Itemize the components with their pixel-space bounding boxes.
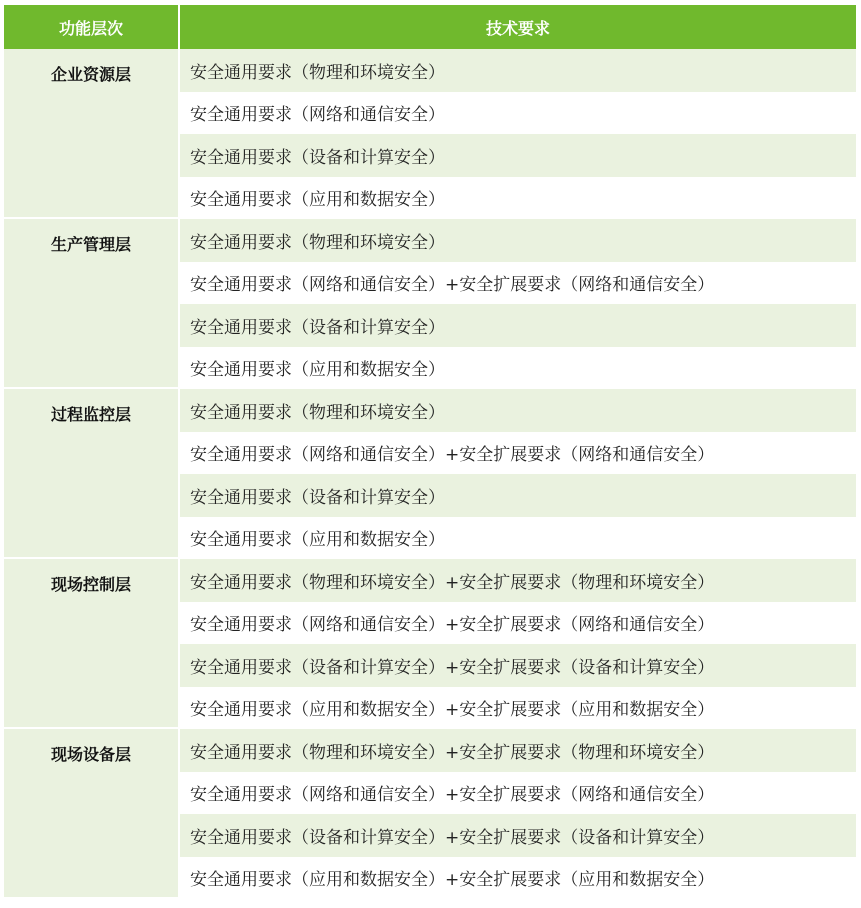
- requirement-cell: 安全通用要求（物理和环境安全）: [180, 389, 856, 432]
- requirement-cell: 安全通用要求（应用和数据安全）+安全扩展要求（应用和数据安全）: [180, 857, 856, 900]
- table-body: [4, 49, 856, 899]
- requirements-table: [4, 5, 856, 899]
- requirement-cell: 安全通用要求（物理和环境安全）: [180, 219, 856, 262]
- requirement-cell: 安全通用要求（设备和计算安全）: [180, 304, 856, 347]
- table-row: [4, 49, 856, 92]
- function-layer-cell: 企业资源层: [4, 49, 180, 219]
- table-row: [4, 389, 856, 432]
- requirement-cell: 安全通用要求（网络和通信安全）+安全扩展要求（网络和通信安全）: [180, 262, 856, 305]
- requirements-table-container: [4, 5, 856, 899]
- requirement-cell: 安全通用要求（网络和通信安全）+安全扩展要求（网络和通信安全）: [180, 432, 856, 475]
- requirement-cell: 安全通用要求（设备和计算安全）: [180, 474, 856, 517]
- table-header-row: [4, 5, 856, 49]
- table-row: [4, 219, 856, 262]
- requirement-cell: 安全通用要求（网络和通信安全）+安全扩展要求（网络和通信安全）: [180, 602, 856, 645]
- requirement-cell: 安全通用要求（网络和通信安全）: [180, 92, 856, 135]
- requirement-cell: 安全通用要求（设备和计算安全）+安全扩展要求（设备和计算安全）: [180, 814, 856, 857]
- requirement-cell: 安全通用要求（应用和数据安全）: [180, 177, 856, 220]
- requirement-cell: 安全通用要求（网络和通信安全）+安全扩展要求（网络和通信安全）: [180, 772, 856, 815]
- header-function-layer: 功能层次: [4, 5, 180, 49]
- requirement-cell: 安全通用要求（物理和环境安全）: [180, 49, 856, 92]
- requirement-cell: 安全通用要求（应用和数据安全）: [180, 517, 856, 560]
- requirement-cell: 安全通用要求（设备和计算安全）: [180, 134, 856, 177]
- function-layer-cell: 现场设备层: [4, 729, 180, 899]
- function-layer-cell: 生产管理层: [4, 219, 180, 389]
- requirement-cell: 安全通用要求（物理和环境安全）+安全扩展要求（物理和环境安全）: [180, 729, 856, 772]
- header-technical-requirements: 技术要求: [180, 5, 856, 49]
- table-row: [4, 559, 856, 602]
- function-layer-cell: 现场控制层: [4, 559, 180, 729]
- requirement-cell: 安全通用要求（设备和计算安全）+安全扩展要求（设备和计算安全）: [180, 644, 856, 687]
- requirement-cell: 安全通用要求（应用和数据安全）+安全扩展要求（应用和数据安全）: [180, 687, 856, 730]
- requirement-cell: 安全通用要求（应用和数据安全）: [180, 347, 856, 390]
- requirement-cell: 安全通用要求（物理和环境安全）+安全扩展要求（物理和环境安全）: [180, 559, 856, 602]
- table-row: [4, 729, 856, 772]
- function-layer-cell: 过程监控层: [4, 389, 180, 559]
